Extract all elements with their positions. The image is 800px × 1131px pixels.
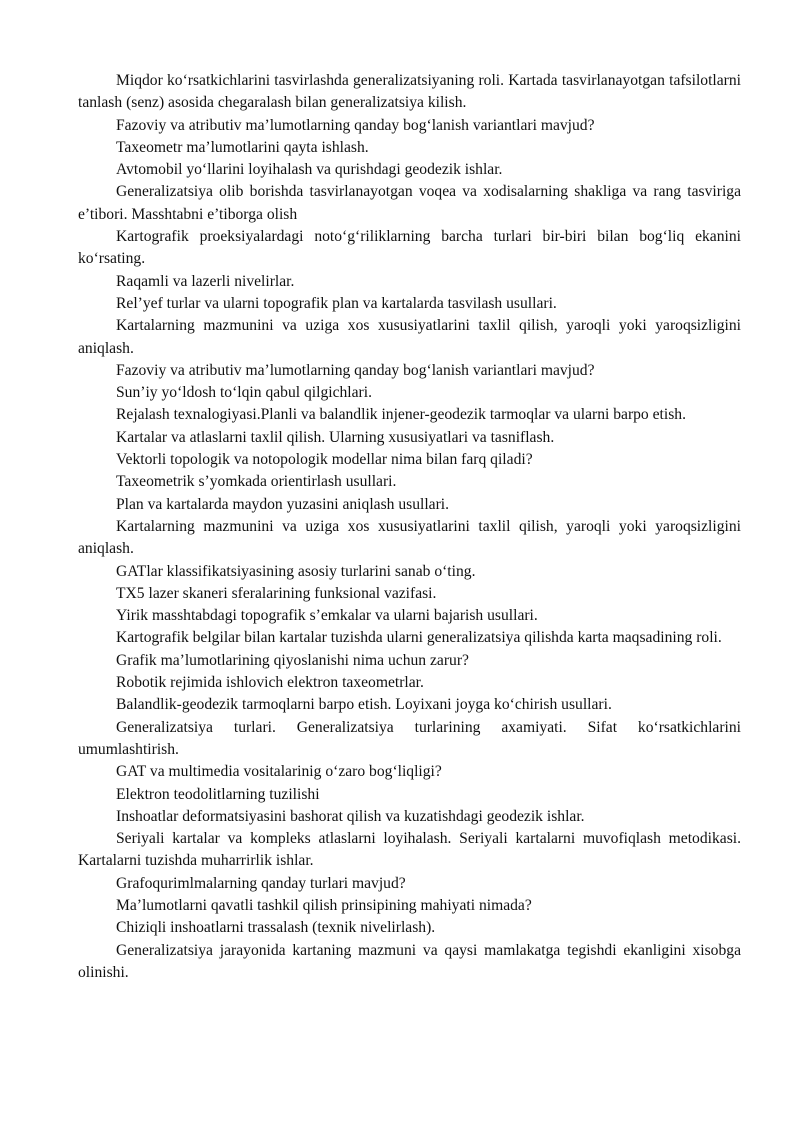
- question-item: Avtomobil yo‘llarini loyihalash va qurishdagi geodezik ishlar.: [116, 161, 503, 179]
- question-item: Elektron teodolitlarning tuzilishi: [116, 785, 320, 803]
- question-item: GAT va multimedia vositalarinig o‘zaro bog‘liqligi?: [116, 763, 442, 781]
- question-item: Balandlik-geodezik tarmoqlarni barpo etish. Loyixani joyga ko‘chirish usullari.: [116, 696, 612, 714]
- question-item: Taxeometrik s’yomkada orientirlash usullari.: [116, 473, 397, 491]
- question-item: GATlar klassifikatsiyasining asosiy turlarini sanab o‘ting.: [116, 562, 476, 580]
- question-item: Chiziqli inshoatlarni trassalash (texnik nivelirlash).: [116, 919, 436, 937]
- question-item: Generalizatsiya olib borishda tasvirlanayotgan voqea va xodisalarning shakliga va rang tasviriga e’tibori. Masshtabni e’tiborga olish: [78, 183, 741, 223]
- question-item: Grafoqurimlmalarning qanday turlari mavjud?: [116, 874, 406, 892]
- question-item: Kartalarning mazmunini va uziga xos xususiyatlarini taxlil qilish, yaroqli yoki yaroqsizligini aniqlash.: [78, 517, 741, 558]
- question-item: Seriyali kartalar va kompleks atlaslarni loyihalash. Seriyali kartalarni muvofiqlash metodikasi. Kartalarni tuzishda muharrirlik ishlar.: [78, 830, 741, 870]
- question-item: Kartografik belgilar bilan kartalar tuzishda ularni generalizatsiya qilishda karta maqsadining roli.: [116, 629, 722, 647]
- question-item: Inshoatlar deformatsiyasini bashorat qilish va kuzatishdagi geodezik ishlar.: [116, 807, 585, 825]
- question-item: Plan va kartalarda maydon yuzasini aniqlash usullari.: [116, 495, 450, 513]
- question-item: Miqdor ko‘rsatkichlarini tasvirlashda generalizatsiyaning roli. Kartada tasvirlanayotgan tafsilotlarni tanlash (senz) asosida chegaralash bilan generalizatsiya kilish.: [78, 72, 741, 112]
- question-item: Kartalarning mazmunini va uziga xos xususiyatlarini taxlil qilish, yaroqli yoki yaroqsizligini aniqlash.: [78, 317, 741, 357]
- question-item: Vektorli topologik va notopologik modellar nima bilan farq qiladi?: [116, 451, 533, 469]
- question-item: Kartalar va atlaslarni taxlil qilish. Ularning xususiyatlari va tasniflash.: [116, 428, 555, 446]
- question-item: Generalizatsiya jarayonida kartaning mazmuni va qaysi mamlakatga tegishdi ekanligini xisobga olinishi.: [78, 941, 741, 981]
- question-item: Rejalash texnalogiyasi.Planli va balandlik injener-geodezik tarmoqlar va ularni barpo etish.: [116, 406, 686, 424]
- question-item: Ma’lumotlarni qavatli tashkil qilish prinsipining mahiyati nimada?: [116, 896, 532, 914]
- question-item: Kartografik proeksiyalardagi noto‘g‘riliklarning barcha turlari bir-biri bilan bog‘liq ekanini ko‘rsating.: [78, 228, 741, 268]
- question-item: Robotik rejimida ishlovich elektron taxeometrlar.: [116, 674, 424, 692]
- question-list: [78, 70, 741, 984]
- question-item: TX5 lazer skaneri sferalarining funksional vazifasi.: [116, 584, 437, 602]
- question-item: Generalizatsiya turlari. Generalizatsiya turlarining axamiyati. Sifat ko‘rsatkichlarini umumlashtirish.: [78, 718, 741, 758]
- question-item: Fazoviy va atributiv ma’lumotlarning qanday bog‘lanish variantlari mavjud?: [116, 116, 595, 134]
- question-item: Yirik masshtabdagi topografik s’emkalar va ularni bajarish usullari.: [116, 607, 538, 625]
- question-item: Sun’iy yo‘ldosh to‘lqin qabul qilgichlari.: [116, 384, 372, 402]
- question-item: Taxeometr ma’lumotlarini qayta ishlash.: [116, 138, 369, 156]
- question-item: Fazoviy va atributiv ma’lumotlarning qanday bog‘lanish variantlari mavjud?: [116, 361, 595, 379]
- question-item: Raqamli va lazerli nivelirlar.: [116, 272, 295, 290]
- question-item: Rel’yef turlar va ularni topografik plan va kartalarda tasvilash usullari.: [116, 294, 557, 312]
- question-item: Grafik ma’lumotlarining qiyoslanishi nima uchun zarur?: [116, 651, 469, 669]
